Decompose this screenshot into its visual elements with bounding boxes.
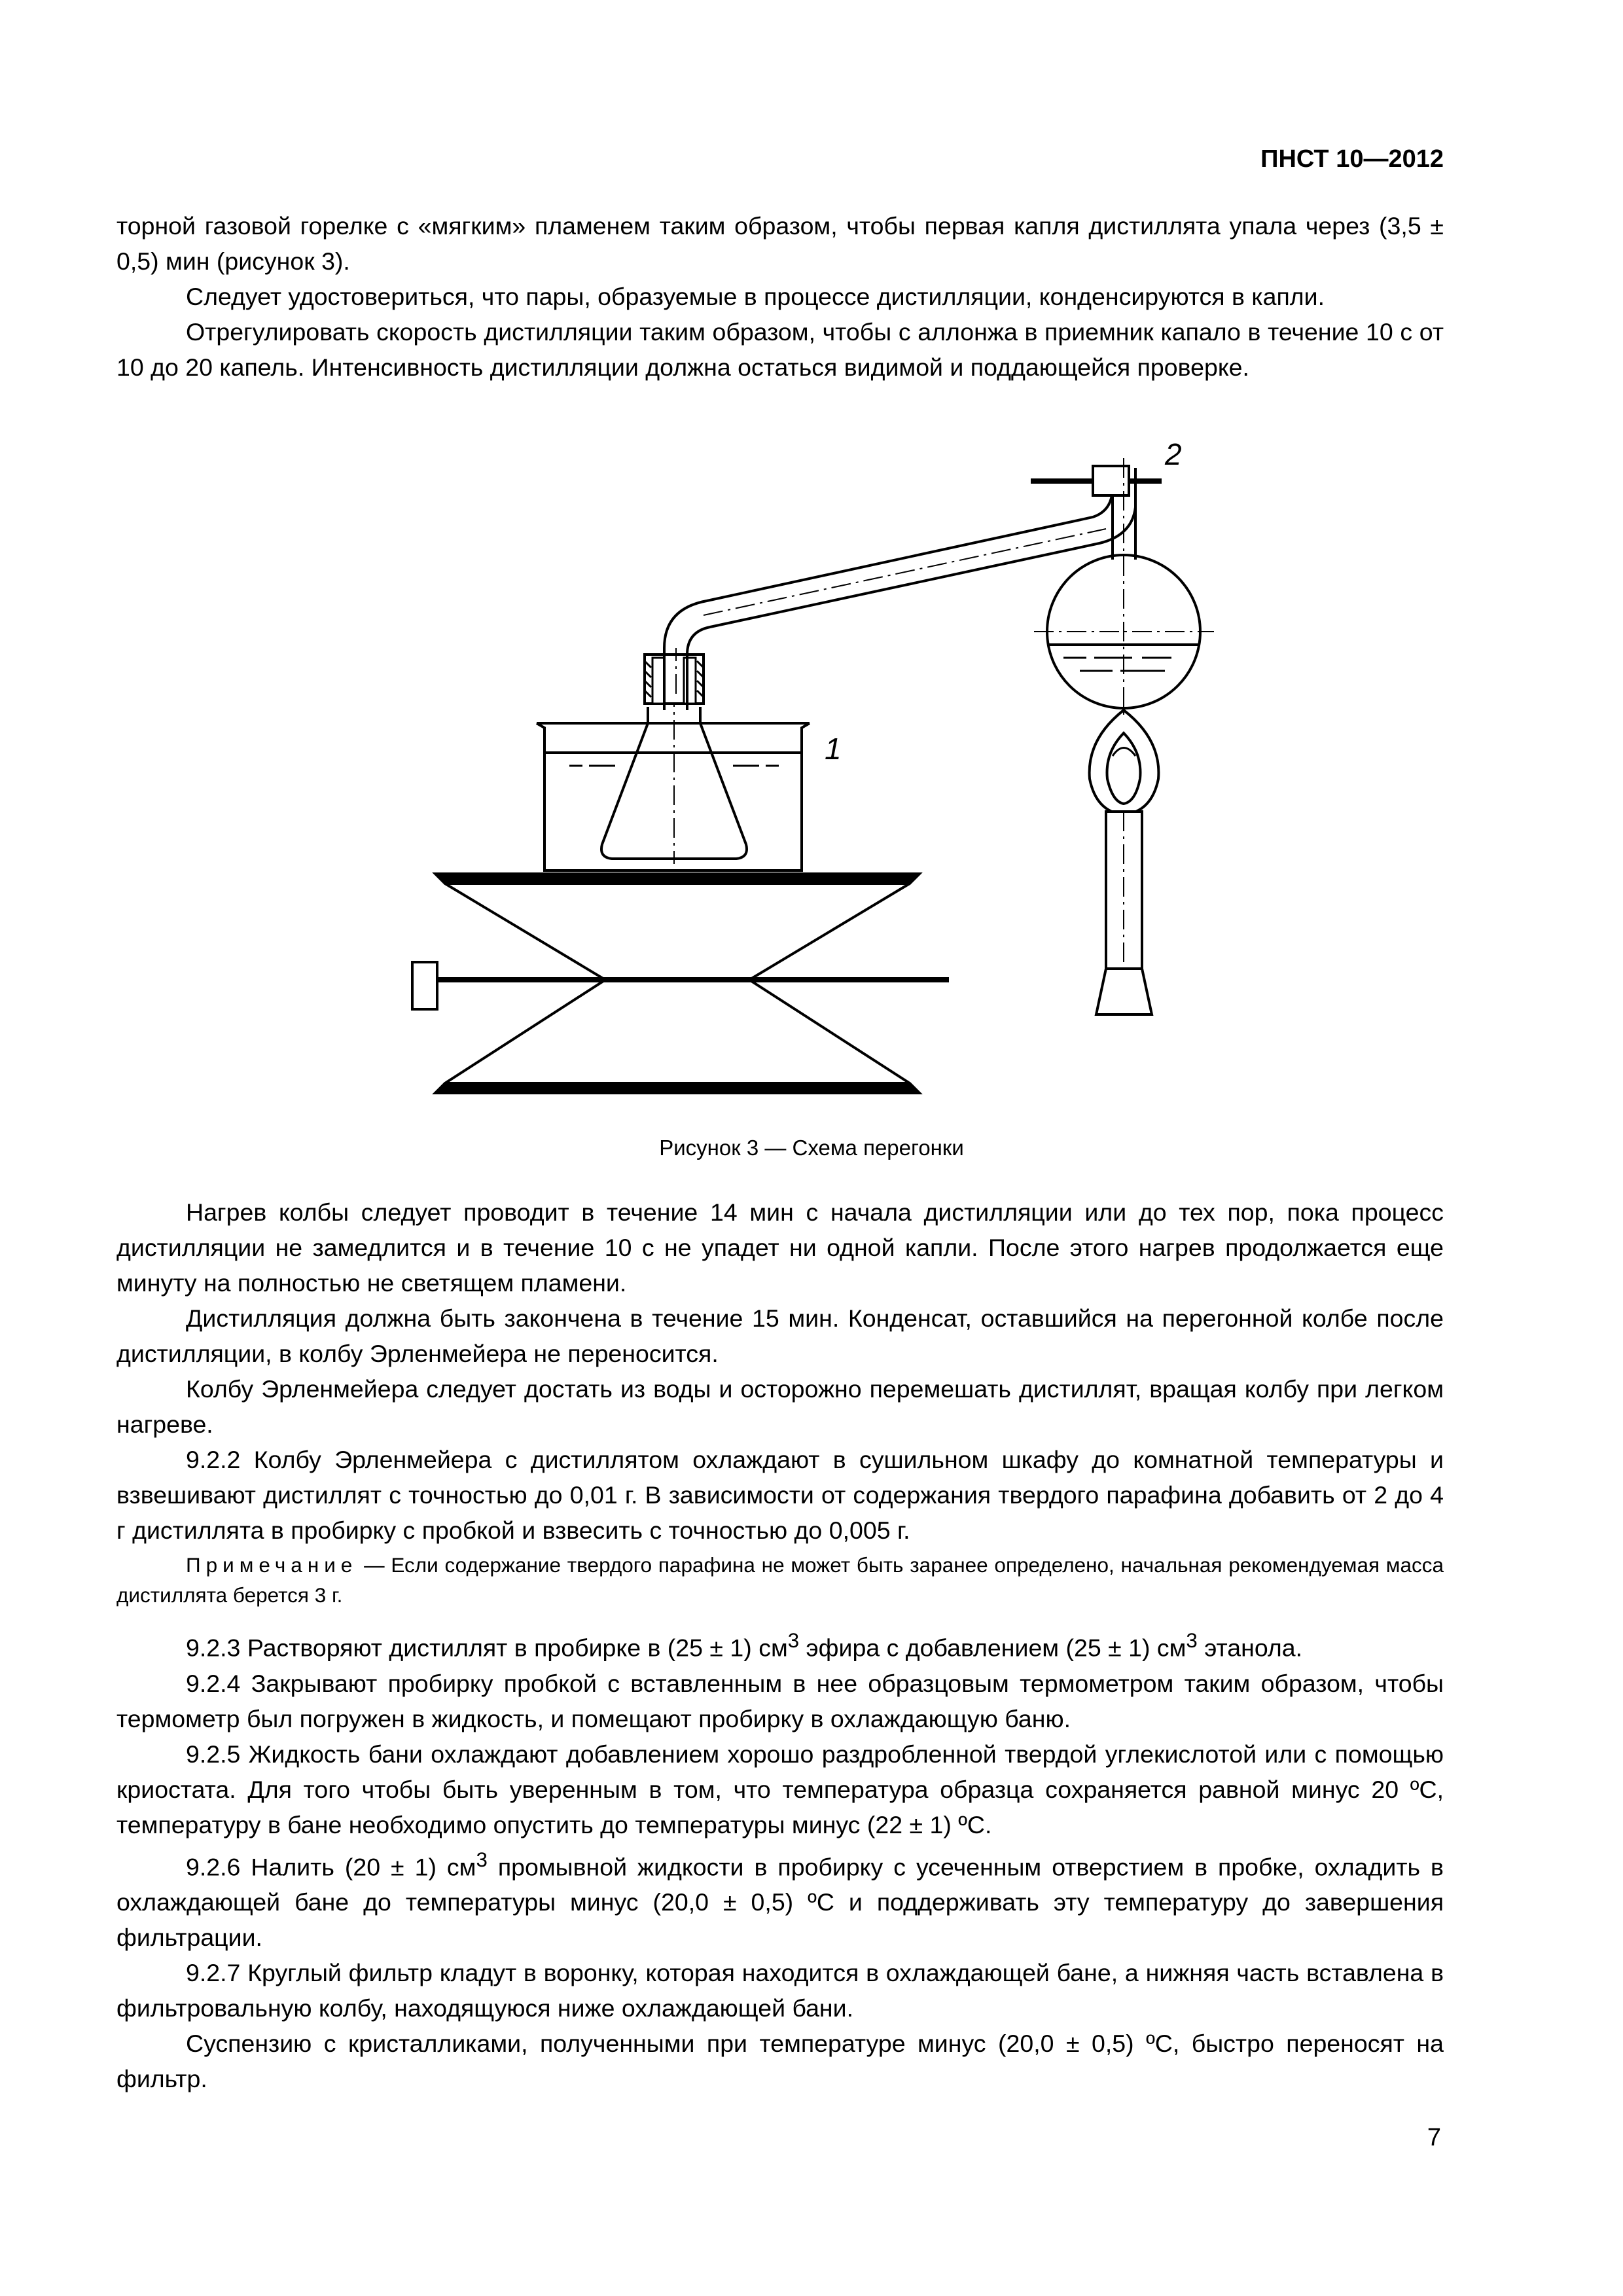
note-block — [116, 1550, 1444, 1610]
jack-left-arm — [445, 884, 605, 1083]
jack-bottom-plate — [435, 1083, 919, 1093]
superscript: 3 — [476, 1848, 488, 1871]
document-header: ПНСТ 10—2012 — [1260, 145, 1444, 173]
paragraph-9-2-5: 9.2.5 Жидкость бани охлаждают добавлением хорошо раздробленной твердой углекислотой или с помощью криостата. Для того чтобы быть уверенным в том, что температура образца сохраняется равной минус 20 ºС, температуру в бане необходимо опустить до температуры минус (22 ± 1) ºС. — [116, 1740, 1444, 1839]
figure-label-2: 2 — [1165, 437, 1182, 471]
paragraph-9-2-6 — [116, 1842, 1444, 1956]
water-bath-beaker — [537, 723, 810, 870]
paragraph: Дистилляция должна быть закончена в течение 15 мин. Конденсат, оставшийся на перегонной колбе после дистилляции, в колбу Эрленмейера не переносится. — [116, 1304, 1444, 1367]
text-run: этанола. — [1197, 1634, 1303, 1662]
paragraph: Отрегулировать скорость дистилляции таким образом, чтобы с аллонжа в приемник капало в течение 10 с от 10 до 20 капель. Интенсивность дистилляции должна остаться видимой и поддающейся проверке. — [116, 318, 1444, 381]
paragraph: Следует удостовериться, что пары, образуемые в процессе дистилляции, конденсируются в капли. — [186, 283, 1325, 310]
paragraph: торной газовой горелке с «мягким» пламенем таким образом, чтобы первая капля дистиллята упала через (3,5 ± 0,5) мин (рисунок 3). — [116, 212, 1444, 275]
paragraph: Нагрев колбы следует проводит в течение 14 мин с начала дистилляции или до тех пор, пока процесс дистилляции не замедлится и в течение 10 с не упадет ни одной капли. После этого нагрев продолжается еще минуту на полностью не светящем пламени. — [116, 1198, 1444, 1297]
jack-handle — [412, 962, 437, 1009]
figure-label-1: 1 — [825, 732, 842, 766]
burner-flame-outer — [1090, 710, 1159, 815]
text-run: эфира с добавлением (25 ± 1) см — [799, 1634, 1186, 1662]
jack-right-arm — [749, 884, 910, 1083]
figure-caption: Рисунок 3 — Схема перегонки — [659, 1136, 964, 1160]
paragraph-9-2-4: 9.2.4 Закрывают пробирку пробкой с вставленным в нее образцовым термометром таким образом, чтобы термометр был погружен в жидкость, и помещают пробирку в охлаждающую баню. — [116, 1669, 1444, 1732]
burner-base — [1096, 969, 1152, 1014]
paragraph-9-2-3 — [116, 1623, 1444, 1666]
page-number: 7 — [1427, 2124, 1441, 2151]
middle-text-block — [116, 1194, 1444, 1548]
paragraph: Суспензию с кристалликами, полученными при температуре минус (20,0 ± 0,5) ºС, быстро переносят на фильтр. — [116, 2030, 1444, 2092]
paragraph: 9.2.2 Колбу Эрленмейера с дистиллятом охлаждают в сушильном шкафу до комнатной температуры и взвешивают дистиллят с точностью до 0,01 г. В зависимости от содержания твердого парафина добавить от 2 до 4 г дистиллята в пробирку с пробкой и взвесить с точностью до 0,005 г. — [116, 1446, 1444, 1544]
paragraph-9-2-7: 9.2.7 Круглый фильтр кладут в воронку, которая находится в охлаждающей бане, а нижняя часть вставлена в фильтровальную колбу, находящуюся ниже охлаждающей бани. — [116, 1959, 1444, 2022]
jack-top-plate — [435, 874, 919, 884]
text-run: промывной жидкости в пробирку с усеченным отверстием в пробке, охладить в охлаждающей бане до температуры минус (20,0 ± 0,5) ºС и поддерживать эту температуру до завершения фильтрации. — [116, 1853, 1444, 1951]
superscript: 3 — [787, 1629, 800, 1652]
lower-text-block — [116, 1623, 1444, 2096]
note-text: — Если содержание твердого парафина не может быть заранее определено, начальная рекомендуемая масса дистиллята берется 3 г. — [116, 1553, 1444, 1607]
note-label: Примечание — [186, 1553, 358, 1577]
burner-flame-inner — [1107, 733, 1141, 804]
text-run: 9.2.3 Растворяют дистиллят в пробирке в (25 ± 1) см — [186, 1634, 788, 1662]
text-run: 9.2.6 Налить (20 ± 1) см — [186, 1853, 476, 1880]
note — [116, 1550, 1444, 1610]
paragraph: Колбу Эрленмейера следует достать из воды и осторожно перемешать дистиллят, вращая колбу при легком нагреве. — [116, 1375, 1444, 1438]
superscript: 3 — [1186, 1629, 1198, 1652]
